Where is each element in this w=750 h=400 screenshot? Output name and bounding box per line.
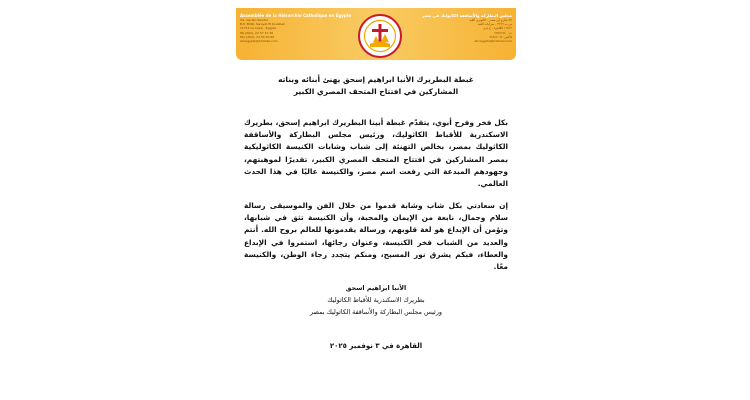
letterhead-french-line: 34, rue Ibn Sandar [240,18,268,22]
letterhead-french-title: Assemblée de la Hiérarchie Catholique en Egypte [240,13,352,18]
letterhead-french-line: 11712 Le Caire - Egypte [240,26,277,31]
letterhead-arabic-line: ١١٧١٢ القاهرة - ج.م.ع [483,26,512,31]
letterhead-arabic-line: ت: ٢٢٥٧١٧٤٠ [494,30,512,35]
letterhead-french-line: Fax (202)- 24 54 50 66 [240,34,275,39]
letterhead-french-line: B.P. 3696, Sarayat El Koubbeh [240,22,286,27]
letter-title [236,74,516,98]
letterhead-french-line: Tél.(202)- 22 57 17 40 [240,30,274,35]
signature-block [236,282,516,318]
letter-date: القاهرة في ٣ نوفمبر ٢٠٢٥ [329,342,423,350]
letterhead-arabic-line: ٣٤ شارع ابن سندر - الكوبري القبة [469,18,512,22]
signature-title: بطريرك الاسكندرية للأقباط الكاثوليك [327,296,425,304]
council-seal-logo [358,14,402,58]
letterhead-arabic [402,13,512,43]
letterhead-arabic-line: ص.ب ٣٦٩٦ - سرايات القبة [477,22,512,27]
letterhead-arabic-title: مجلس البطاركة والأساقفة الكاثوليك في مصر [422,13,512,18]
letter-document [236,0,516,400]
letterhead-arabic-line: ahcegypte@hotmail.com [474,39,512,44]
signature-title: ورئيس مجلس البطاركة والأساقفة الكاثوليك بمصر [310,308,442,316]
letter-title-line: غبطة البطريرك الأنبا ابراهيم إسحق يهنئ أبنائه وبناته [278,75,474,84]
letter-paragraph-1: بكل فخر وفرح أبوي، يتقدّم غبطة أبينا البطريرك ابراهيم إسحق، بطريرك الاسكندرية للأقباط الكاثوليك، ورئيس مجلس البطاركة والأساقفة الكاثوليك بمصر، بخالص التهنئة إلى شباب وشابات الكنيسة الكاثوليكية بمصر المشاركين في افتتاح المتحف المصري الكبير، تقديرًا لموهبتهم، وجهودهم المبدعة التي رفعت اسم مصر، والكنيسة عاليًا في هذا الحدث العالمي. [244,118,508,189]
letter-paragraph-2: إن سعادتي بكل شاب وشابة قدموا من خلال الفن والموسيقى رسالة سلام وجمال، نابعة من الإيمان والمحبة، وأن الكنيسة تثق في شبابها، وتؤمن أن الإبداع هو لغة قلوبهم، ورسالة يقدمونها للعالم بروح الله. أنتم والعديد من الشباب فخر الكنيسة، وعنوان رجائها، استمروا في الإبداع والعطاء، فبكم يشرق نور المسيح، ومنكم يتجدد رجاء الوطن، والكنيسة معًا. [244,201,508,272]
letter-title-line: المشاركين في افتتاح المتحف المصري الكبير [293,87,459,96]
letterhead-arabic-line: فاكس: ٢٤٥٤٥٠٦٦ [489,34,512,39]
letterhead-french [240,13,350,43]
letterhead-french-line: ahcegypte@hotmail.com [240,39,278,44]
signature-name: الأنبا ابراهيم اسحق [345,284,407,292]
